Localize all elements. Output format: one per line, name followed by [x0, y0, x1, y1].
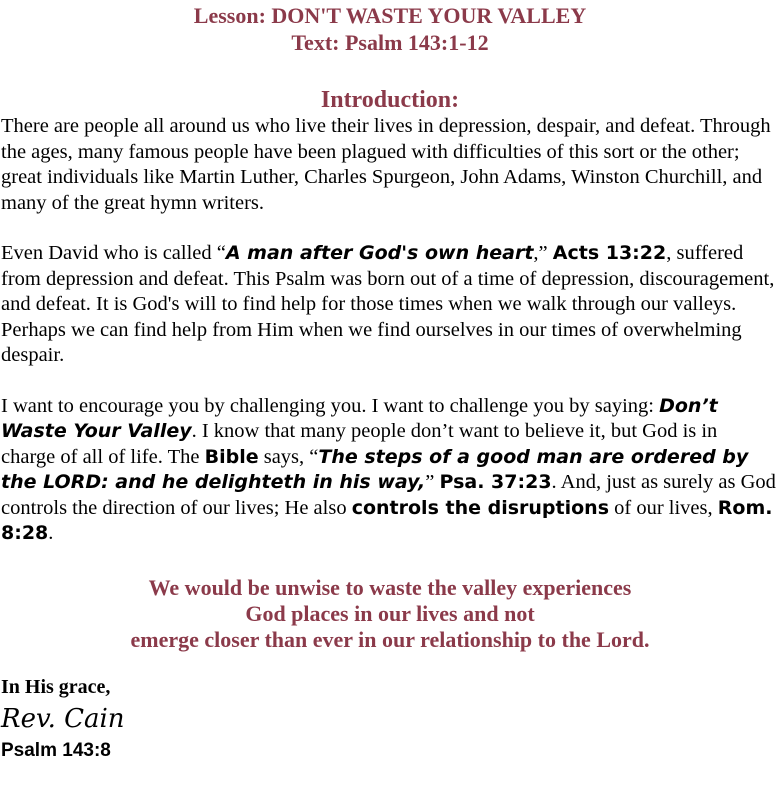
- intro-paragraph-3: [0, 394, 780, 547]
- emphasis-line-3: emerge closer than ever in our relationship to the Lord.: [130, 626, 650, 652]
- closing-salutation: In His grace,: [1, 675, 111, 698]
- intro-paragraph-1: There are people all around us who live their lives in depression, despair, and defeat. Through the ages, many famous people have been plagued with difficulties of this sort or the other; great individuals like Martin Luther, Charles Spurgeon, John Adams, Winston Churchill, and many of the great hymn writers.: [1, 115, 771, 214]
- p3-bible: Bible: [204, 445, 259, 468]
- intro-paragraph-2: [0, 241, 780, 369]
- p3-text-2: . I know that many people don’t want to believe it, but God is in charge of all of life. The: [1, 420, 718, 468]
- p2-text-2: ,”: [533, 242, 553, 264]
- p3-scripture-ref-1: Psa. 37:23: [439, 471, 552, 493]
- lesson-header: [0, 2, 780, 56]
- p3-text-4: ”: [425, 471, 440, 493]
- emphasis-line-1: We would be unwise to waste the valley experiences: [148, 574, 632, 600]
- p2-text-3: , suffered from depression and defeat. This Psalm was born out of a time of depression, discouragement, and defeat. It is God's will to find help for those times when we walk through our valleys. Perhaps we can find help from Him when we find ourselves in our times of overwhelming despair.: [1, 242, 775, 366]
- p3-quote: The steps of a good man are ordered by the LORD: and he delighteth in his way,: [1, 445, 749, 493]
- p3-scripture-ref-2: Rom. 8:28: [1, 496, 773, 544]
- signature: Rev. Cain: [1, 703, 125, 734]
- p3-text-1: I want to encourage you by challenging you. I want to challenge you by saying:: [1, 394, 660, 417]
- emphasis-statement: [0, 575, 780, 653]
- lesson-title: Lesson: DON'T WASTE YOUR VALLEY: [193, 3, 587, 28]
- p3-title: Don’t Waste Your Valley: [1, 394, 718, 442]
- p3-text-5: . And, just as surely as God controls the direction of our lives; He also: [1, 471, 776, 519]
- emphasis-line-2: God places in our lives and not: [245, 600, 535, 626]
- introduction-heading: Introduction:: [320, 87, 460, 113]
- p3-text-3: says, “: [258, 445, 319, 468]
- closing-reference: Psalm 143:8: [1, 739, 111, 761]
- lesson-text-reference: Text: Psalm 143:1-12: [291, 30, 489, 55]
- p2-scripture-ref: Acts 13:22: [552, 242, 667, 264]
- p2-text-1: Even David who is called “: [1, 242, 226, 264]
- p2-quote: A man after God's own heart: [225, 242, 534, 264]
- p3-controls-phrase: controls the disruptions: [351, 496, 610, 519]
- p3-text-6: of our lives,: [609, 496, 718, 519]
- p3-text-7: .: [48, 522, 54, 544]
